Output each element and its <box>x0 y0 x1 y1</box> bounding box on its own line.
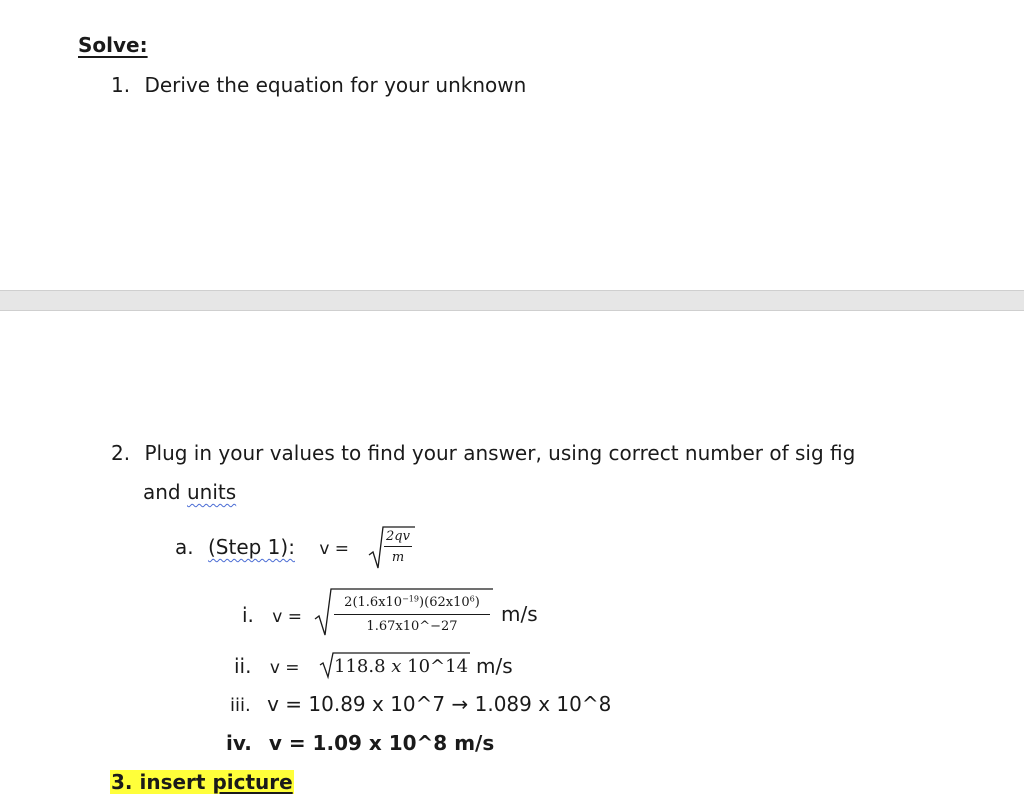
sub-iii <box>230 694 611 715</box>
sub-ii <box>234 656 300 677</box>
sqrt-formula <box>369 523 415 571</box>
fraction-bar <box>334 614 490 615</box>
num-part-1: 2(1.6x10 <box>344 595 403 610</box>
step-2-and: and <box>143 480 181 504</box>
sub-i-marker: i. <box>242 603 254 627</box>
step-2-text: Plug in your values to find your answer, using correct number of sig fig <box>144 441 856 465</box>
radicand-number: 118.8 <box>334 656 386 677</box>
frac-denominator: m <box>391 550 405 565</box>
sub-iv-text: v = 1.09 x 10^8 m/s <box>268 731 495 755</box>
radicand-power: 10^14 <box>407 656 469 677</box>
sub-a-lhs: v = <box>319 539 350 559</box>
frac-numerator-i <box>332 595 492 610</box>
step-1 <box>111 75 526 95</box>
units-word: units <box>187 480 237 504</box>
sqrt-expression-ii <box>320 650 475 680</box>
sub-a-label: (Step 1): <box>207 535 295 559</box>
sub-iv-marker: iv. <box>226 731 252 755</box>
step-3-word: insert <box>139 770 206 794</box>
num-exponent-1: −19 <box>402 594 420 604</box>
num-exponent-2: 6 <box>469 594 475 604</box>
sub-i-unit: m/s <box>501 602 538 626</box>
step-3-number: 3. <box>111 770 133 794</box>
fraction-bar <box>384 546 412 547</box>
step-3 <box>110 772 294 792</box>
radicand-ii <box>334 656 468 677</box>
sub-ii-marker: ii. <box>234 654 252 678</box>
step-3-link: picture <box>212 770 293 794</box>
sub-iii-marker: iii. <box>230 695 251 716</box>
step-2-number: 2. <box>111 441 131 465</box>
sub-iii-text: v = 10.89 x 10^7 → 1.089 x 10^8 <box>267 692 612 716</box>
step-3-highlight <box>110 770 294 794</box>
step-2-line-2 <box>143 482 236 502</box>
section-heading: Solve: <box>78 33 148 57</box>
num-part-3: ) <box>474 595 480 610</box>
sub-i <box>242 605 302 626</box>
sqrt-expression-i <box>315 586 495 638</box>
step-1-number: 1. <box>111 73 131 97</box>
step-2 <box>111 443 855 463</box>
frac-denominator-i: 1.67x10^−27 <box>366 619 458 634</box>
sub-ii-unit: m/s <box>476 654 513 678</box>
sub-ii-lhs: v = <box>269 658 300 678</box>
sub-i-lhs: v = <box>272 607 302 627</box>
sub-a <box>175 537 349 558</box>
frac-numerator: 2qv <box>386 529 410 544</box>
step-1-text: Derive the equation for your unknown <box>144 73 527 97</box>
sub-iv <box>226 733 494 753</box>
sub-a-marker: a. <box>175 535 194 559</box>
page-break <box>0 290 1024 311</box>
num-part-2: )(62x10 <box>419 595 470 610</box>
radicand-times: x <box>391 656 402 677</box>
